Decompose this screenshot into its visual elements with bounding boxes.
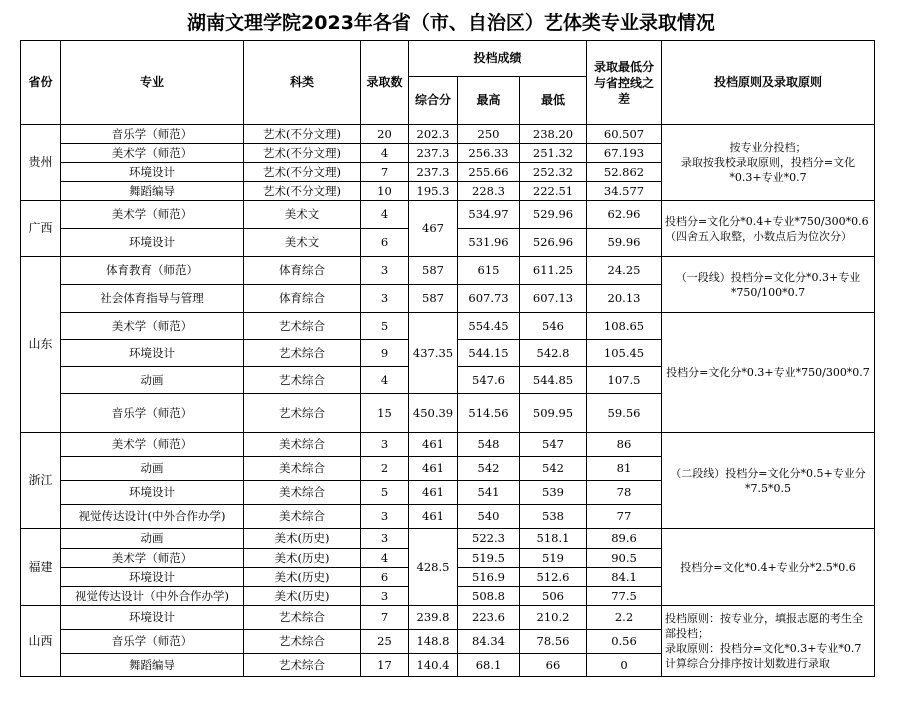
lowest-cell: 546 <box>520 313 587 340</box>
lowest-cell: 611.25 <box>520 257 587 285</box>
lowest-cell: 547 <box>520 433 587 457</box>
table-row <box>21 529 875 549</box>
admitted-cell: 5 <box>361 481 409 505</box>
major-cell: 动画 <box>61 367 244 394</box>
category-cell: 美术(历史) <box>244 568 361 587</box>
major-cell: 环境设计 <box>61 481 244 505</box>
category-cell: 美术(历史) <box>244 549 361 568</box>
diff-cell: 0 <box>587 654 662 677</box>
category-cell: 艺术综合 <box>244 654 361 677</box>
diff-cell: 62.96 <box>587 201 662 229</box>
admitted-cell: 3 <box>361 529 409 549</box>
highest-cell: 228.3 <box>458 182 520 201</box>
lowest-cell: 506 <box>520 587 587 606</box>
diff-cell: 89.6 <box>587 529 662 549</box>
major-cell: 动画 <box>61 457 244 481</box>
composite-cell: 239.8 <box>409 606 458 630</box>
admitted-cell: 4 <box>361 549 409 568</box>
major-cell: 环境设计 <box>61 568 244 587</box>
admitted-cell: 3 <box>361 505 409 529</box>
lowest-cell: 519 <box>520 549 587 568</box>
composite-cell: 461 <box>409 481 458 505</box>
composite-cell: 461 <box>409 457 458 481</box>
admitted-cell: 4 <box>361 144 409 163</box>
lowest-cell: 222.51 <box>520 182 587 201</box>
admitted-cell: 5 <box>361 313 409 340</box>
highest-cell: 534.97 <box>458 201 520 229</box>
lowest-cell: 66 <box>520 654 587 677</box>
admitted-cell: 4 <box>361 367 409 394</box>
diff-cell: 67.193 <box>587 144 662 163</box>
header-score-group: 投档成绩 <box>409 41 587 77</box>
province-cell: 广西 <box>21 201 61 257</box>
major-cell: 音乐学（师范） <box>61 125 244 144</box>
admitted-cell: 9 <box>361 340 409 367</box>
diff-cell: 59.56 <box>587 394 662 433</box>
province-cell: 福建 <box>21 529 61 606</box>
lowest-cell: 509.95 <box>520 394 587 433</box>
lowest-cell: 539 <box>520 481 587 505</box>
admitted-cell: 6 <box>361 568 409 587</box>
category-cell: 美术(历史) <box>244 529 361 549</box>
category-cell: 艺术(不分文理) <box>244 125 361 144</box>
category-cell: 美术综合 <box>244 433 361 457</box>
highest-cell: 508.8 <box>458 587 520 606</box>
rule-cell: 按专业分投档； 录取按我校录取原则，投档分=文化*0.3+专业*0.7 <box>662 125 875 201</box>
major-cell: 环境设计 <box>61 606 244 630</box>
highest-cell: 542 <box>458 457 520 481</box>
header-diff: 录取最低分与省控线之差 <box>587 41 662 125</box>
diff-cell: 0.56 <box>587 630 662 654</box>
province-cell: 浙江 <box>21 433 61 529</box>
lowest-cell: 238.20 <box>520 125 587 144</box>
composite-cell: 140.4 <box>409 654 458 677</box>
category-cell: 美术综合 <box>244 505 361 529</box>
table-row <box>21 257 875 285</box>
composite-cell: 237.3 <box>409 144 458 163</box>
major-cell: 舞蹈编导 <box>61 182 244 201</box>
lowest-cell: 542 <box>520 457 587 481</box>
category-cell: 美术综合 <box>244 457 361 481</box>
diff-cell: 86 <box>587 433 662 457</box>
admitted-cell: 10 <box>361 182 409 201</box>
highest-cell: 250 <box>458 125 520 144</box>
lowest-cell: 210.2 <box>520 606 587 630</box>
diff-cell: 2.2 <box>587 606 662 630</box>
composite-cell: 587 <box>409 285 458 313</box>
admission-table <box>20 40 875 677</box>
province-cell: 山西 <box>21 606 61 677</box>
major-cell: 美术学（师范） <box>61 313 244 340</box>
admitted-cell: 6 <box>361 229 409 257</box>
diff-cell: 107.5 <box>587 367 662 394</box>
province-cell: 山东 <box>21 257 61 433</box>
category-cell: 艺术综合 <box>244 367 361 394</box>
admitted-cell: 25 <box>361 630 409 654</box>
lowest-cell: 607.13 <box>520 285 587 313</box>
diff-cell: 60.507 <box>587 125 662 144</box>
diff-cell: 77 <box>587 505 662 529</box>
admitted-cell: 3 <box>361 285 409 313</box>
composite-cell: 450.39 <box>409 394 458 433</box>
table-row <box>21 433 875 457</box>
composite-cell: 587 <box>409 257 458 285</box>
highest-cell: 519.5 <box>458 549 520 568</box>
admitted-cell: 2 <box>361 457 409 481</box>
composite-cell: 461 <box>409 505 458 529</box>
lowest-cell: 544.85 <box>520 367 587 394</box>
province-cell: 贵州 <box>21 125 61 201</box>
header-category: 科类 <box>244 41 361 125</box>
lowest-cell: 512.6 <box>520 568 587 587</box>
major-cell: 环境设计 <box>61 229 244 257</box>
category-cell: 美术(历史) <box>244 587 361 606</box>
category-cell: 美术文 <box>244 201 361 229</box>
header-lowest: 最低 <box>520 77 587 125</box>
highest-cell: 84.34 <box>458 630 520 654</box>
category-cell: 艺术综合 <box>244 340 361 367</box>
category-cell: 艺术综合 <box>244 313 361 340</box>
admitted-cell: 3 <box>361 587 409 606</box>
category-cell: 艺术综合 <box>244 394 361 433</box>
highest-cell: 256.33 <box>458 144 520 163</box>
major-cell: 视觉传达设计（中外合作办学) <box>61 587 244 606</box>
diff-cell: 20.13 <box>587 285 662 313</box>
highest-cell: 522.3 <box>458 529 520 549</box>
lowest-cell: 78.56 <box>520 630 587 654</box>
table-row <box>21 125 875 144</box>
composite-cell: 437.35 <box>409 313 458 394</box>
diff-cell: 108.65 <box>587 313 662 340</box>
major-cell: 美术学（师范） <box>61 144 244 163</box>
category-cell: 美术综合 <box>244 481 361 505</box>
diff-cell: 78 <box>587 481 662 505</box>
category-cell: 艺术(不分文理) <box>244 163 361 182</box>
diff-cell: 105.45 <box>587 340 662 367</box>
highest-cell: 615 <box>458 257 520 285</box>
diff-cell: 90.5 <box>587 549 662 568</box>
major-cell: 美术学（师范） <box>61 201 244 229</box>
lowest-cell: 529.96 <box>520 201 587 229</box>
major-cell: 动画 <box>61 529 244 549</box>
major-cell: 社会体育指导与管理 <box>61 285 244 313</box>
highest-cell: 548 <box>458 433 520 457</box>
header-admitted: 录取数 <box>361 41 409 125</box>
diff-cell: 59.96 <box>587 229 662 257</box>
admitted-cell: 20 <box>361 125 409 144</box>
category-cell: 美术文 <box>244 229 361 257</box>
highest-cell: 223.6 <box>458 606 520 630</box>
rule-cell: （二段线）投档分=文化分*0.5+专业分*7.5*0.5 <box>662 433 875 529</box>
header-highest: 最高 <box>458 77 520 125</box>
lowest-cell: 518.1 <box>520 529 587 549</box>
category-cell: 艺术综合 <box>244 630 361 654</box>
admitted-cell: 15 <box>361 394 409 433</box>
rule-cell: 投档分=文化分*0.4+专业*750/300*0.6（四舍五入取整，小数点后为位次分） <box>662 201 875 257</box>
rule-cell: （一段线）投档分=文化分*0.3+专业*750/100*0.7 <box>662 257 875 313</box>
major-cell: 环境设计 <box>61 163 244 182</box>
composite-cell: 148.8 <box>409 630 458 654</box>
category-cell: 体育综合 <box>244 257 361 285</box>
page-title: 湖南文理学院2023年各省（市、自治区）艺体类专业录取情况 <box>187 12 715 34</box>
diff-cell: 84.1 <box>587 568 662 587</box>
composite-cell: 467 <box>409 201 458 257</box>
major-cell: 音乐学（师范） <box>61 630 244 654</box>
diff-cell: 52.862 <box>587 163 662 182</box>
major-cell: 体育教育（师范） <box>61 257 244 285</box>
table-row <box>21 606 875 630</box>
lowest-cell: 526.96 <box>520 229 587 257</box>
lowest-cell: 252.32 <box>520 163 587 182</box>
highest-cell: 68.1 <box>458 654 520 677</box>
major-cell: 美术学（师范） <box>61 549 244 568</box>
major-cell: 舞蹈编导 <box>61 654 244 677</box>
admitted-cell: 17 <box>361 654 409 677</box>
major-cell: 视觉传达设计(中外合作办学) <box>61 505 244 529</box>
header-province: 省份 <box>21 41 61 125</box>
table-row <box>21 201 875 229</box>
composite-cell: 202.3 <box>409 125 458 144</box>
diff-cell: 81 <box>587 457 662 481</box>
category-cell: 艺术(不分文理) <box>244 144 361 163</box>
admitted-cell: 4 <box>361 201 409 229</box>
major-cell: 美术学（师范） <box>61 433 244 457</box>
composite-cell: 428.5 <box>409 529 458 606</box>
category-cell: 艺术(不分文理) <box>244 182 361 201</box>
header-rule: 投档原则及录取原则 <box>662 41 875 125</box>
rule-cell: 投档分=文化分*0.3+专业*750/300*0.7 <box>662 313 875 433</box>
diff-cell: 24.25 <box>587 257 662 285</box>
major-cell: 音乐学（师范） <box>61 394 244 433</box>
category-cell: 体育综合 <box>244 285 361 313</box>
highest-cell: 541 <box>458 481 520 505</box>
admitted-cell: 7 <box>361 606 409 630</box>
highest-cell: 607.73 <box>458 285 520 313</box>
lowest-cell: 542.8 <box>520 340 587 367</box>
highest-cell: 255.66 <box>458 163 520 182</box>
highest-cell: 547.6 <box>458 367 520 394</box>
highest-cell: 544.15 <box>458 340 520 367</box>
composite-cell: 195.3 <box>409 182 458 201</box>
diff-cell: 77.5 <box>587 587 662 606</box>
category-cell: 艺术综合 <box>244 606 361 630</box>
highest-cell: 531.96 <box>458 229 520 257</box>
lowest-cell: 251.32 <box>520 144 587 163</box>
table-row <box>21 313 875 340</box>
lowest-cell: 538 <box>520 505 587 529</box>
admitted-cell: 3 <box>361 433 409 457</box>
highest-cell: 554.45 <box>458 313 520 340</box>
highest-cell: 540 <box>458 505 520 529</box>
composite-cell: 237.3 <box>409 163 458 182</box>
diff-cell: 34.577 <box>587 182 662 201</box>
composite-cell: 461 <box>409 433 458 457</box>
rule-cell: 投档分=文化*0.4+专业分*2.5*0.6 <box>662 529 875 606</box>
major-cell: 环境设计 <box>61 340 244 367</box>
highest-cell: 516.9 <box>458 568 520 587</box>
rule-cell: 投档原则：按专业分，填报志愿的考生全部投档； 录取原则：投档分=文化*0.3+专业*0.7计算综合分排序按计划数进行录取 <box>662 606 875 677</box>
header-major: 专业 <box>61 41 244 125</box>
highest-cell: 514.56 <box>458 394 520 433</box>
admitted-cell: 3 <box>361 257 409 285</box>
admitted-cell: 7 <box>361 163 409 182</box>
header-composite: 综合分 <box>409 77 458 125</box>
